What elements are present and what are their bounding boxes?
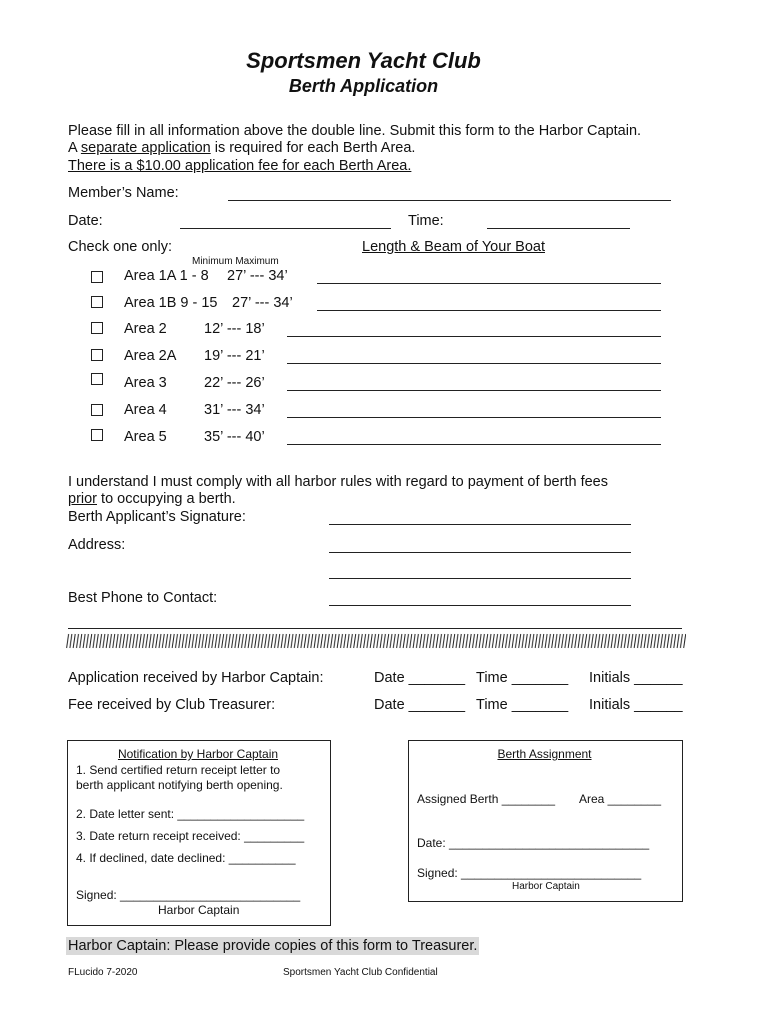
intro-line-3: There is a $10.00 application fee for each Berth Area. (68, 158, 412, 174)
address-field-2[interactable] (329, 578, 631, 579)
time-field[interactable] (487, 228, 630, 229)
area-2-checkbox[interactable] (91, 322, 103, 334)
area-1a-checkbox[interactable] (91, 271, 103, 283)
treasurer-initials[interactable]: Initials ______ (589, 697, 683, 713)
area-2-boat-field[interactable] (287, 336, 661, 337)
min-max-label: Minimum Maximum (192, 256, 279, 267)
received-treasurer-label: Fee received by Club Treasurer: (68, 697, 276, 713)
notification-item-1b: berth applicant notifying berth opening. (76, 778, 283, 792)
area-1b-name: Area 1B 9 - 15 (124, 295, 218, 311)
check-one-label: Check one only: (68, 239, 172, 255)
assigned-area-field[interactable]: Area ________ (579, 792, 662, 806)
captain-initials[interactable]: Initials ______ (589, 670, 683, 686)
captain-date[interactable]: Date _______ (374, 670, 466, 686)
area-1a-range: 27’ --- 34’ (227, 268, 288, 284)
treasurer-note: Harbor Captain: Please provide copies of this form to Treasurer. (68, 938, 478, 954)
assignment-signed-role: Harbor Captain (512, 881, 580, 892)
notification-item-1a: 1. Send certified return receipt letter to (76, 763, 281, 777)
assigned-berth-field[interactable]: Assigned Berth ________ (417, 792, 556, 806)
intro-line-1: Please fill in all information above the double line. Submit this form to the Harbor Captain. (68, 123, 642, 139)
members-name-label: Member’s Name: (68, 185, 179, 201)
area-1a-name: Area 1A 1 - 8 (124, 268, 209, 284)
area-1b-range: 27’ --- 34’ (232, 295, 293, 311)
area-5-boat-field[interactable] (287, 444, 661, 445)
assignment-title: Berth Assignment (497, 747, 592, 761)
footer-confidential: Sportsmen Yacht Club Confidential (283, 967, 438, 978)
address-label: Address: (68, 537, 126, 553)
area-3-name: Area 3 (124, 375, 167, 391)
area-1b-checkbox[interactable] (91, 296, 103, 308)
time-label: Time: (408, 213, 444, 229)
phone-label: Best Phone to Contact: (68, 590, 218, 606)
agreement-line-1: I understand I must comply with all harbor rules with regard to payment of berth fees (68, 474, 608, 490)
area-5-range: 35’ --- 40’ (204, 429, 265, 445)
phone-field[interactable] (329, 605, 631, 606)
area-3-range: 22’ --- 26’ (204, 375, 265, 391)
area-2a-range: 19’ --- 21’ (204, 348, 265, 364)
date-field[interactable] (180, 228, 391, 229)
notification-item-2[interactable]: 2. Date letter sent: ___________________ (76, 807, 305, 821)
members-name-field[interactable] (228, 200, 671, 201)
separator-slashes (66, 633, 686, 649)
area-4-checkbox[interactable] (91, 404, 103, 416)
area-5-checkbox[interactable] (91, 429, 103, 441)
area-2a-name: Area 2A (124, 348, 177, 364)
area-4-range: 31’ --- 34’ (204, 402, 265, 418)
area-3-boat-field[interactable] (287, 390, 661, 391)
area-4-boat-field[interactable] (287, 417, 661, 418)
area-4-name: Area 4 (124, 402, 167, 418)
captain-time[interactable]: Time _______ (476, 670, 569, 686)
area-3-checkbox[interactable] (91, 373, 103, 385)
page-subtitle: Berth Application (288, 76, 439, 96)
received-captain-label: Application received by Harbor Captain: (68, 670, 324, 686)
assignment-date-field[interactable]: Date: ______________________________ (417, 836, 650, 850)
area-2a-checkbox[interactable] (91, 349, 103, 361)
area-1b-boat-field[interactable] (317, 310, 661, 311)
assignment-signed-field[interactable]: Signed: ___________________________ (417, 866, 642, 880)
footer-author: FLucido 7-2020 (68, 967, 138, 978)
intro-line-2: A separate application is required for each Berth Area. (68, 140, 416, 156)
notification-signed[interactable]: Signed: ___________________________ (76, 888, 301, 902)
separator-line (68, 628, 682, 629)
page-title: Sportsmen Yacht Club (246, 48, 481, 73)
length-beam-label: Length & Beam of Your Boat (362, 239, 545, 255)
area-2a-boat-field[interactable] (287, 363, 661, 364)
notification-item-4[interactable]: 4. If declined, date declined: __________ (76, 851, 296, 865)
area-1a-boat-field[interactable] (317, 283, 661, 284)
notification-item-3[interactable]: 3. Date return receipt received: _________ (76, 829, 305, 843)
signature-field[interactable] (329, 524, 631, 525)
area-2-range: 12’ --- 18’ (204, 321, 265, 337)
area-5-name: Area 5 (124, 429, 167, 445)
signature-label: Berth Applicant’s Signature: (68, 509, 246, 525)
area-2-name: Area 2 (124, 321, 167, 337)
treasurer-time[interactable]: Time _______ (476, 697, 569, 713)
notification-title: Notification by Harbor Captain (117, 747, 279, 761)
address-field-1[interactable] (329, 552, 631, 553)
date-label: Date: (68, 213, 103, 229)
agreement-line-2: prior to occupying a berth. (68, 491, 236, 507)
notification-signed-role: Harbor Captain (158, 903, 240, 917)
treasurer-date[interactable]: Date _______ (374, 697, 466, 713)
